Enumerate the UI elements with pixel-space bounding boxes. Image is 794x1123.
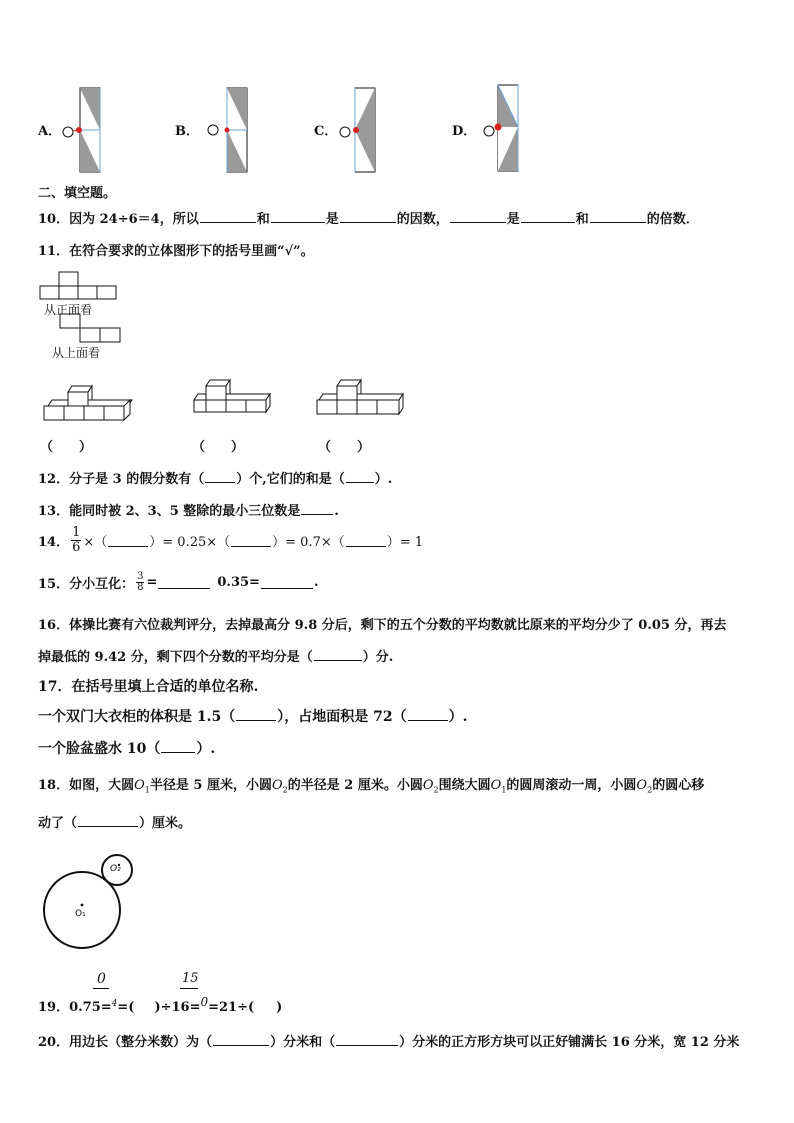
q13-number: 13． bbox=[38, 504, 70, 519]
q20-text-2: ）分米和（ bbox=[270, 1035, 336, 1050]
q18-o2-c-sub: 2 bbox=[647, 785, 653, 795]
q10-blank-5[interactable] bbox=[521, 210, 575, 223]
q11-bracket-2[interactable]: （ ） bbox=[192, 440, 245, 455]
q11-top-view-label: 从上面看 bbox=[52, 346, 101, 360]
q11-bracket-3[interactable]: （ ） bbox=[318, 440, 371, 455]
q18-o2-c: O bbox=[636, 778, 648, 793]
q11-text: 在符合要求的立体图形下的括号里画“√”。 bbox=[69, 244, 314, 259]
q20-blank-1[interactable] bbox=[213, 1033, 269, 1046]
q10-text-1: 因为 24÷6＝4，所以 bbox=[69, 212, 199, 227]
q20-number: 20． bbox=[38, 1035, 70, 1050]
q14-fraction bbox=[71, 526, 81, 555]
q14-blank-2[interactable] bbox=[231, 534, 271, 547]
q15-text-2: = bbox=[146, 575, 158, 590]
q16-text-1: 掉最低的 9.42 分，剩下四个分数的平均分是（ bbox=[38, 650, 313, 665]
q19-frac2-bar bbox=[180, 988, 198, 989]
q11 bbox=[38, 240, 314, 259]
q19-frac1-den: 4 bbox=[111, 999, 118, 1009]
q16-text-2: ）分. bbox=[362, 650, 394, 665]
q18-o1-b: O bbox=[490, 778, 502, 793]
q10-text-3: 是 bbox=[325, 212, 339, 227]
q17-blank-2[interactable] bbox=[408, 708, 448, 721]
q19-frac1-bar bbox=[93, 988, 109, 989]
q17-blank-1[interactable] bbox=[236, 708, 276, 721]
q15-blank-2[interactable] bbox=[261, 576, 313, 589]
q17-line-2-text-2: ）. bbox=[196, 741, 216, 757]
q12-blank-1[interactable] bbox=[205, 470, 235, 483]
q16-number: 16． bbox=[38, 618, 70, 633]
q12-number: 12． bbox=[38, 472, 70, 487]
q19-number: 19． bbox=[38, 1000, 70, 1015]
q17-line-1-text-2: ），占地面积是 72（ bbox=[277, 709, 407, 725]
q20-text-1: 用边长（整分米数）为（ bbox=[69, 1035, 213, 1050]
q16-line-1 bbox=[38, 614, 726, 633]
q15-blank-1[interactable] bbox=[158, 576, 210, 589]
q18-o2-b-sub: 2 bbox=[433, 785, 439, 795]
option-c-label: C． bbox=[314, 124, 338, 139]
option-d-figure bbox=[480, 82, 530, 174]
q10-blank-1[interactable] bbox=[200, 210, 256, 223]
q18-blank[interactable] bbox=[78, 814, 138, 827]
q13 bbox=[38, 500, 339, 519]
q11-top-view bbox=[60, 313, 126, 345]
q19-text-1: 0.75= bbox=[69, 1000, 112, 1015]
q17-text: 在括号里填上合适的单位名称. bbox=[71, 679, 259, 695]
q15-text-1: 分小互化： bbox=[69, 577, 135, 592]
q11-bracket-1[interactable]: （ ） bbox=[40, 440, 93, 455]
q18-line-2-text-2: ）厘米。 bbox=[139, 816, 192, 831]
q17-line-1 bbox=[38, 706, 467, 726]
option-a-label: A． bbox=[38, 124, 62, 139]
q10-blank-3[interactable] bbox=[340, 210, 396, 223]
q15-text-4: . bbox=[313, 575, 319, 590]
q18-line-1 bbox=[38, 774, 704, 795]
q14-fraction-num: 1 bbox=[72, 525, 81, 540]
q14-blank-3[interactable] bbox=[346, 534, 386, 547]
q19-text-5: ) bbox=[276, 1000, 283, 1015]
q18-text-5: 的圆周滚动一周，小圆 bbox=[506, 778, 637, 793]
q18-text-2: 半径是 5 厘米，小圆 bbox=[149, 778, 272, 793]
q14-number: 14． bbox=[38, 535, 70, 550]
section-title: 二、填空题。 bbox=[38, 186, 117, 201]
q18-o2-a: O bbox=[271, 778, 283, 793]
q20-text-3: ）分米的正方形方块可以正好铺满长 16 分米，宽 12 分米 bbox=[399, 1035, 740, 1050]
q10-blank-2[interactable] bbox=[271, 210, 325, 223]
q19-frac2-num: 15 bbox=[182, 971, 199, 986]
q10-text-6: 和 bbox=[575, 212, 589, 227]
q10-text-5: 是 bbox=[506, 212, 520, 227]
q15-number: 15． bbox=[38, 577, 70, 592]
q10-blank-6[interactable] bbox=[590, 210, 646, 223]
q18-line-2-text-1: 动了（ bbox=[38, 816, 78, 831]
q18-o1-a-sub: 1 bbox=[144, 785, 150, 795]
q15-fraction-den: 8 bbox=[137, 582, 144, 593]
q12 bbox=[38, 468, 392, 487]
q11-front-view-label: 从正面看 bbox=[44, 303, 93, 317]
q20 bbox=[38, 1031, 739, 1050]
q17-title bbox=[38, 676, 258, 696]
q16-line-2 bbox=[38, 646, 393, 665]
option-b-label: B． bbox=[175, 124, 199, 139]
q14-blank-1[interactable] bbox=[108, 534, 148, 547]
q13-text-1: 能同时被 2、3、5 整除的最小三位数是 bbox=[69, 504, 301, 519]
q18-number: 18． bbox=[38, 778, 70, 793]
q19-text-3: )÷16= bbox=[154, 1000, 201, 1015]
q17-line-2 bbox=[38, 738, 215, 758]
q17-line-2-text-1: 一个脸盆盛水 10（ bbox=[38, 741, 161, 757]
q12-blank-2[interactable] bbox=[346, 470, 374, 483]
q11-solid-1 bbox=[40, 382, 140, 424]
q18-o2-a-sub: 2 bbox=[282, 785, 288, 795]
q11-front-view bbox=[40, 270, 120, 302]
q10 bbox=[38, 208, 699, 227]
q19-text-2: =( bbox=[117, 1000, 135, 1015]
q18-text-6: 的圆心移 bbox=[652, 778, 705, 793]
q15-fraction bbox=[136, 572, 144, 593]
q13-blank[interactable] bbox=[301, 502, 333, 515]
q18-circles-figure bbox=[40, 850, 150, 965]
q11-number: 11． bbox=[38, 244, 70, 259]
q14-text-4: ）= 1 bbox=[386, 535, 424, 550]
q15 bbox=[38, 572, 318, 593]
q17-number: 17． bbox=[38, 679, 72, 695]
q18-text-4: 围绕大圆 bbox=[438, 778, 491, 793]
q20-blank-2[interactable] bbox=[336, 1033, 398, 1046]
q18-figure-o2-label: O₂ bbox=[110, 864, 121, 874]
q14-text-3: ）= 0.7×（ bbox=[272, 535, 345, 550]
q19-frac2-den: 0 bbox=[200, 995, 209, 1009]
q10-text-4: 的因数， bbox=[396, 212, 449, 227]
q12-text-2: ）个,它们的和是（ bbox=[236, 472, 345, 487]
option-c-figure bbox=[335, 85, 385, 175]
q18-figure-o1-label: O₁ bbox=[75, 909, 86, 919]
q12-text-1: 分子是 3 的假分数有（ bbox=[69, 472, 205, 487]
q18-text-3: 的半径是 2 厘米。小圆 bbox=[287, 778, 423, 793]
q18-o2-b: O bbox=[422, 778, 434, 793]
q10-text-7: 的倍数． bbox=[646, 212, 699, 227]
q18-o1-b-sub: 1 bbox=[501, 785, 507, 795]
q10-text-2: 和 bbox=[256, 212, 270, 227]
q14-fraction-den: 6 bbox=[72, 540, 81, 555]
q14 bbox=[38, 526, 423, 555]
q18-o1-a: O bbox=[134, 778, 145, 793]
q18-text-1: 如图，大圆 bbox=[69, 778, 135, 793]
q15-fraction-num: 3 bbox=[137, 571, 144, 582]
q17-line-1-text-1: 一个双门大衣柜的体积是 1.5（ bbox=[38, 709, 236, 725]
q16-text-line-1: 体操比赛有六位裁判评分，去掉最高分 9.8 分后，剩下的五个分数的平均数就比原来的平均分少了 0.05 分，再去 bbox=[69, 618, 727, 633]
q11-solid-2 bbox=[190, 378, 280, 418]
q18-line-2 bbox=[38, 812, 191, 831]
q19-frac1-num: 0 bbox=[97, 971, 106, 987]
q10-blank-4[interactable] bbox=[450, 210, 506, 223]
q19 bbox=[38, 996, 282, 1015]
q16-blank[interactable] bbox=[314, 648, 362, 661]
q11-solid-3 bbox=[315, 378, 415, 418]
q12-text-3: ）. bbox=[374, 472, 393, 487]
q14-text-1: ×（ bbox=[83, 535, 108, 550]
q10-number: 10． bbox=[38, 212, 70, 227]
q19-text-4: =21÷( bbox=[208, 1000, 255, 1015]
q15-text-3: 0.35= bbox=[217, 575, 260, 590]
q17-line-1-text-3: ）. bbox=[448, 709, 468, 725]
q14-text-2: ）= 0.25×（ bbox=[149, 535, 231, 550]
q17-blank-3[interactable] bbox=[161, 740, 195, 753]
q13-text-2: . bbox=[334, 504, 339, 519]
option-d-label: D． bbox=[452, 124, 477, 139]
option-b-figure bbox=[205, 85, 255, 175]
option-a-figure bbox=[60, 85, 110, 175]
